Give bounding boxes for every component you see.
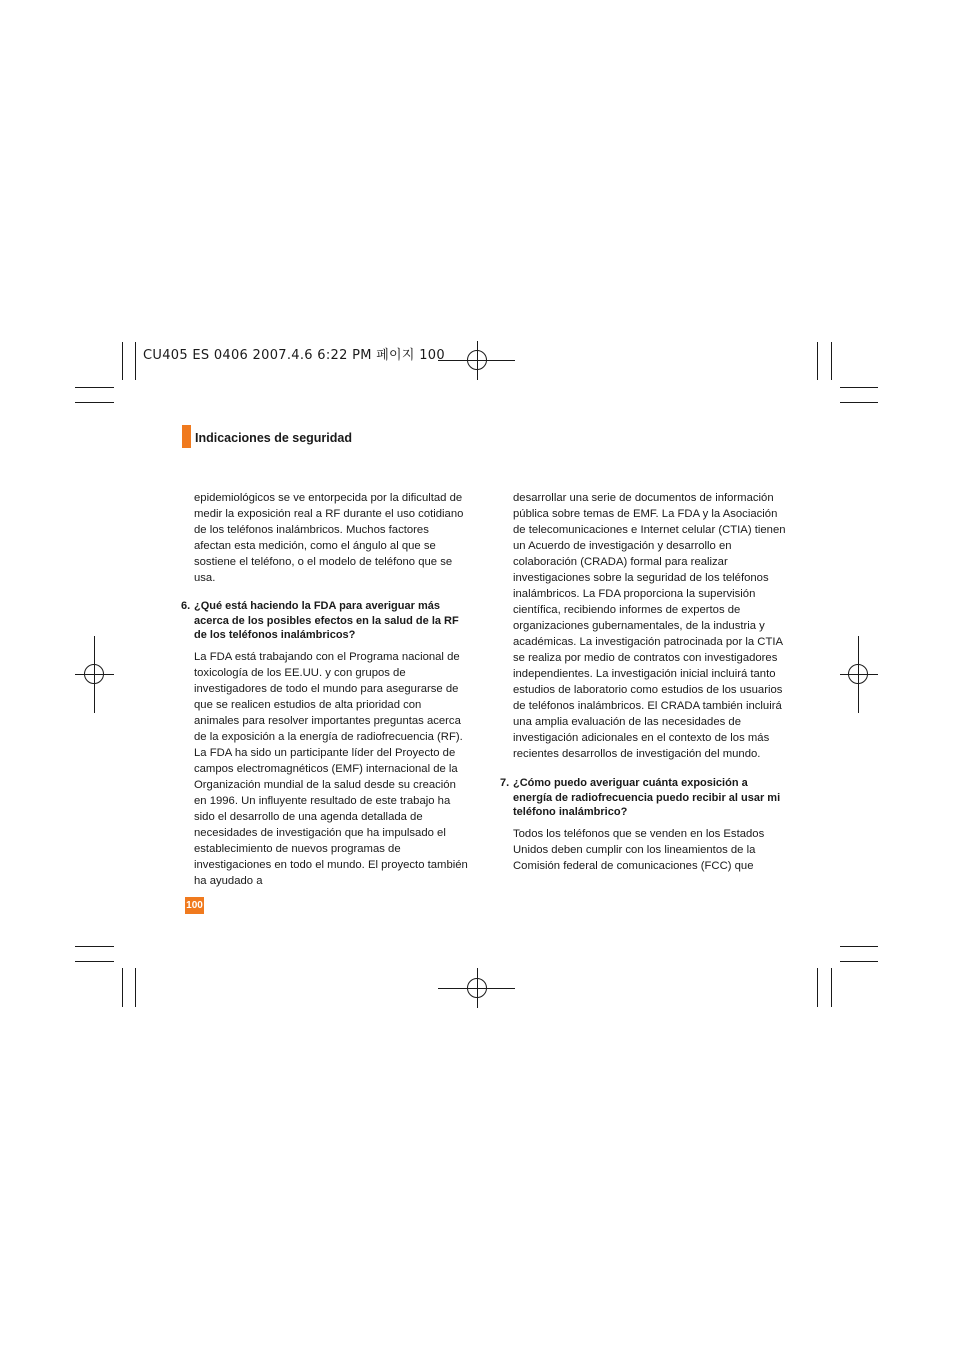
crop-mark-line xyxy=(831,968,832,1007)
intro-paragraph: epidemiológicos se ve entorpecida por la dificultad de medir la exposición real a RF durante el uso cotidiano de los teléfonos inalámbricos. Muchos factores afectan esta medición, como el ángulo al que se sostiene el teléfono, o el modelo de teléfono que se usa. xyxy=(194,492,464,584)
crop-mark-line xyxy=(75,961,114,962)
crop-mark-line xyxy=(840,946,878,947)
crop-mark-line xyxy=(75,402,114,403)
left-column xyxy=(181,490,469,889)
crop-mark-line xyxy=(840,387,878,388)
registration-circle xyxy=(84,664,104,684)
registration-circle xyxy=(848,664,868,684)
crop-mark-line xyxy=(840,961,878,962)
crop-mark-line xyxy=(122,342,123,380)
crop-mark-line xyxy=(75,387,114,388)
question-6-text: ¿Qué está haciendo la FDA para averiguar más acerca de los posibles efectos en la salud de la RF de los teléfonos inalámbricos? xyxy=(194,600,459,641)
crop-mark-line xyxy=(135,342,136,380)
answer-6-paragraph: La FDA está trabajando con el Programa nacional de toxicología de los EE.UU. y con grupos de investigadores de todo el mundo para asegurarse de que se realicen estudios de alta prioridad con animales para resolver importantes preguntas acerca de la exposición a la energía de radiofrecuencia (RF). La FDA ha sido un participante líder del Proyecto de campos electromagnéticos (EMF) internacional de la Organización mundial de la salud desde su creación en 1996. Un influyente resultado de este trabajo ha sido el desarrollo de una agenda detallada de necesidades de investigación que ha impulsado el establecimiento de nuevos programas de investigaciones en todo el mundo. El proyecto también ha ayudado a xyxy=(194,650,468,887)
right-column xyxy=(500,490,789,874)
crop-mark-line xyxy=(75,946,114,947)
registration-circle xyxy=(467,350,487,370)
crop-mark-line xyxy=(831,342,832,380)
question-6 xyxy=(181,599,469,643)
section-header: Indicaciones de seguridad xyxy=(195,431,352,445)
question-7 xyxy=(500,776,789,820)
print-slug: CU405 ES 0406 2007.4.6 6:22 PM 페이지 100 xyxy=(143,348,445,363)
crop-mark-line xyxy=(817,342,818,380)
section-tab-marker xyxy=(182,425,191,448)
page-number: 100 xyxy=(185,897,204,914)
crop-mark-line xyxy=(817,968,818,1007)
question-7-text: ¿Cómo puedo averiguar cuánta exposición a energía de radiofrecuencia puedo recibir al usar mi teléfono inalámbrico? xyxy=(513,777,781,818)
question-6-number: 6. xyxy=(181,600,191,612)
crop-mark-line xyxy=(840,402,878,403)
answer-7-paragraph: Todos los teléfonos que se venden en los Estados Unidos deben cumplir con los lineamientos de la Comisión federal de comunicaciones (FCC) que xyxy=(513,827,765,872)
continued-paragraph: desarrollar una serie de documentos de información pública sobre temas de EMF. La FDA y la Asociación de telecomunicaciones e Internet celular (CTIA) tienen un Acuerdo de investigación y desarrollo en colaboración (CRADA) formal para realizar investigaciones sobre la seguridad de los teléfonos inalámbricos. La FDA proporciona la supervisión científica, recibiendo informes de expertos de organizaciones gubernamentales, de la industria y académicas. La investigación patrocinada por la CTIA se realiza por medio de contratos con investigadores independientes. La investigación inicial incluirá tanto estudios de laboratorio como estudios de los usuarios de teléfonos inalámbricos. El CRADA también incluirá una amplia evaluación de las necesidades de investigación adicionales en el contexto de los más recientes desarrollos de investigación del mundo. xyxy=(513,492,786,760)
crop-mark-line xyxy=(135,968,136,1007)
question-7-number: 7. xyxy=(500,777,510,789)
registration-circle xyxy=(467,978,487,998)
crop-mark-line xyxy=(122,968,123,1007)
